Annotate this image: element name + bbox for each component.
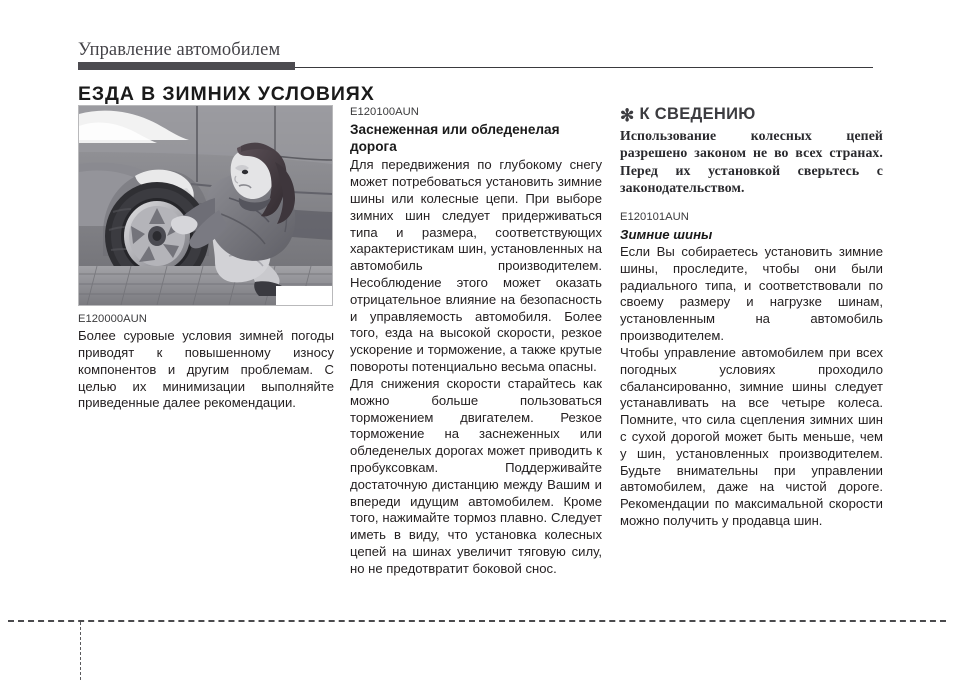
- middle-column-heading: Заснеженная или обледенелая дорога: [350, 122, 560, 155]
- crop-mark-horizontal: [8, 620, 946, 622]
- right-column-paragraph-2: Чтобы управление автомобилем при всех погодных условиях проходило сбалансированно, зимние шины следует устанавливать на все четыре колеса. Помните, что сила сцепления зимних шин с сухой дорогой может быть меньше, чем у шин, установленных производителем. Будьте внимательны при управлении автомобилем, даже на чистой дороге. Рекомендации по максимальной скорости можно получить у продавца шин.: [620, 344, 883, 529]
- running-header-title: Управление автомобилем: [78, 40, 281, 60]
- notice-body: Использование колесных цепей разрешено законом не во всех странах. Перед их установкой сверьтесь с законодательством.: [620, 128, 883, 196]
- section-code-right: E120101AUN: [620, 210, 689, 223]
- right-column-paragraph-1: Если Вы собираетесь установить зимние шины, проследите, чтобы они были радиального типа, и соответствовали по своему размеру и нагрузке шинам, установленным на автомобиль производителем.: [620, 244, 883, 344]
- header-rule-thick-segment: [78, 62, 295, 70]
- header-rule-thin-segment: [295, 67, 873, 68]
- right-column: [620, 105, 883, 530]
- notice-heading: [620, 105, 883, 124]
- section-code-left: E120000AUN: [78, 313, 147, 325]
- header-rule: [78, 62, 873, 70]
- winter-tire-illustration: [78, 105, 333, 306]
- middle-column-paragraph-1: Для передвижения по глубокому снегу может потребоваться установить зимние шины или колесные цепи. При выборе зимних шин следует придерживаться типа и размера, соответствующих характеристикам шин, установленных на автомобиль производителем. Несоблюдение этого может оказать отрицательное влияние на безопасность и управляемость автомобиля. Более того, езда на высокой скорости, резкое ускорение и торможение, а также крутые повороты потенциально весьма опасны.: [350, 157, 602, 375]
- section-code-middle: E120100AUN: [350, 106, 419, 118]
- page-title: ЕЗДА В ЗИМНИХ УСЛОВИЯХ: [78, 83, 375, 105]
- right-column-heading: Зимние шины: [620, 226, 713, 242]
- middle-column-paragraph-2: Для снижения скорости старайтесь как можно больше пользоваться торможением двигателем. Резкое торможение на заснеженных или обледенелых дорогах может приводить к пробуксовкам. Поддерживайте достаточную дистанцию между Вашим и впереди идущим автомобилем. Кроме того, нажимайте тормоз плавно. Следует иметь в виду, что установка колесных цепей на шинах увеличит тяговую силу, но не предотвратит боковой снос.: [350, 375, 602, 576]
- asterisk-icon: ✻: [620, 106, 635, 125]
- notice-heading-label: К СВЕДЕНИЮ: [639, 105, 756, 123]
- crop-mark-vertical: [80, 622, 81, 680]
- illustration-artwork: [79, 106, 332, 305]
- illustration-corner-mask: [276, 286, 332, 305]
- left-column: [78, 105, 334, 412]
- left-column-paragraph: Более суровые условия зимней погоды приводят к повышенному износу компонентов и другим проблемам. С целью их минимизации выполняйте приведенные далее рекомендации.: [78, 328, 334, 411]
- middle-column: [350, 105, 602, 578]
- left-column-text: [78, 312, 334, 412]
